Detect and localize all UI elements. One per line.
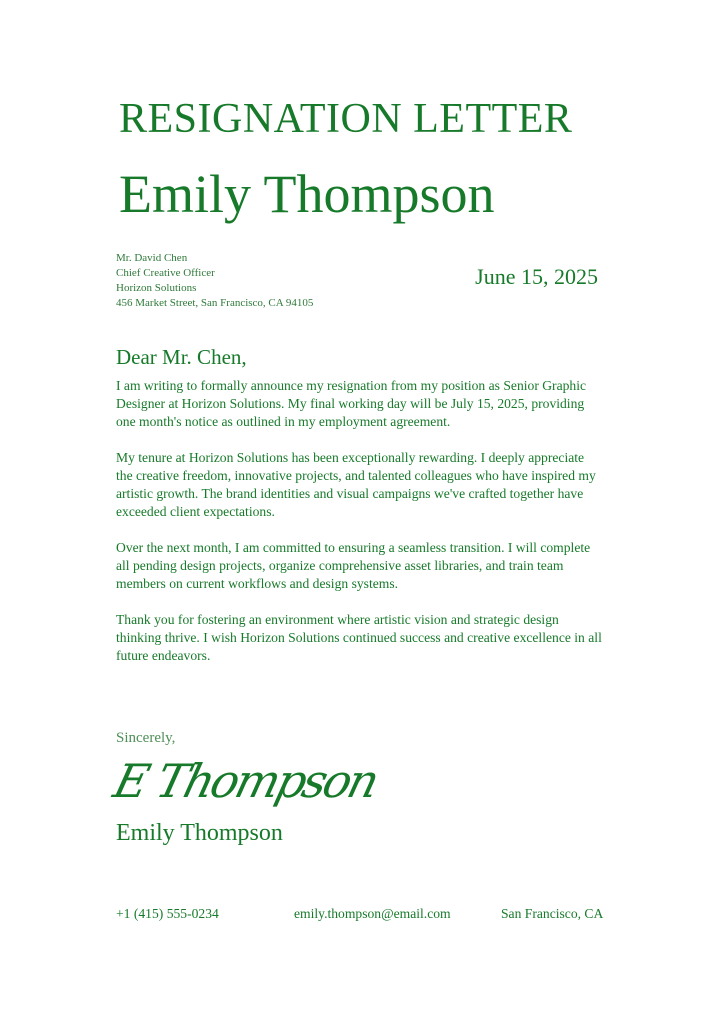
handwritten-signature: E Thompson (108, 754, 383, 808)
footer-location: San Francisco, CA (501, 906, 604, 921)
body-paragraph: Thank you for fostering an environment where artistic vision and strategic design thinking thrive. I wish Horizon Solutions continued success and creative excellence in all future endeavors. (116, 612, 602, 663)
document-type-heading: RESIGNATION LETTER (119, 96, 573, 142)
recipient-company: Horizon Solutions (116, 282, 197, 294)
letter-body (116, 377, 602, 683)
closing: Sincerely, (116, 730, 176, 746)
footer-phone: +1 (415) 555-0234 (116, 906, 219, 921)
recipient-title: Chief Creative Officer (116, 267, 215, 279)
body-paragraph: My tenure at Horizon Solutions has been exceptionally rewarding. I deeply appreciate the creative freedom, innovative projects, and talented colleagues who have inspired my artistic growth. The brand identities and visual campaigns we've crafted together have exceeded client expectations. (116, 450, 596, 519)
printed-name: Emily Thompson (116, 820, 283, 846)
recipient-name: Mr. David Chen (116, 252, 188, 264)
letter-date: June 15, 2025 (475, 264, 598, 289)
footer-email: emily.thompson@email.com (294, 906, 451, 921)
recipient-address-block (116, 251, 313, 311)
recipient-address: 456 Market Street, San Francisco, CA 94105 (116, 297, 314, 309)
body-paragraph: Over the next month, I am committed to ensuring a seamless transition. I will complete all pending design projects, organize comprehensive asset libraries, and train team members on current workflows and design systems. (116, 540, 591, 591)
salutation: Dear Mr. Chen, (116, 345, 247, 369)
sender-name-heading: Emily Thompson (119, 164, 495, 224)
body-paragraph: I am writing to formally announce my resignation from my position as Senior Graphic Designer at Horizon Solutions. My final working day will be July 15, 2025, providing one month's notice as outlined in my employment agreement. (116, 378, 587, 429)
